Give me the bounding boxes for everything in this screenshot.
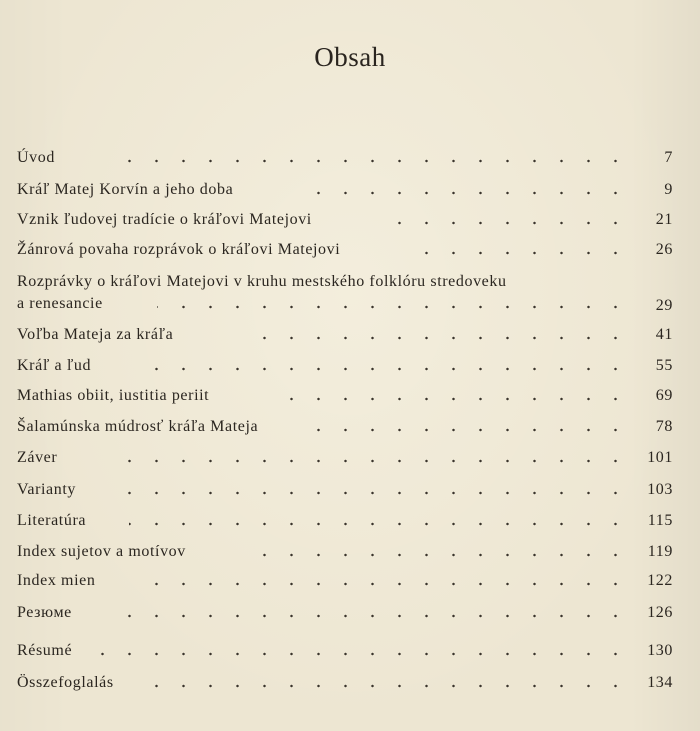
toc-entry-label: Mathias obiit, iustitia periit (17, 387, 210, 404)
toc-entry-page: 41 (655, 326, 673, 343)
toc-entry-page: 122 (647, 572, 673, 589)
leader-dots (157, 293, 629, 315)
toc-entry-label: Šalamúnska múdrosť kráľa Mateja (17, 418, 259, 435)
leader-dots (107, 602, 629, 624)
toc-entry-page: 29 (655, 297, 673, 314)
toc-entry-page: 101 (647, 449, 673, 466)
leader-dots (313, 416, 629, 438)
leader-dots (105, 447, 629, 469)
toc-entry-label: Index mien (17, 572, 96, 589)
leader-dots (115, 147, 629, 169)
toc-entry-label: Voľba Mateja za kráľa (17, 326, 174, 343)
toc-entry-page: 21 (655, 211, 673, 228)
toc-entry-page: 78 (655, 418, 673, 435)
toc-entry-page: 130 (647, 642, 673, 659)
toc-entry-label: Kráľ a ľud (17, 357, 92, 374)
leader-dots (243, 324, 629, 346)
leader-dots (145, 355, 629, 377)
toc-entry-label: Úvod (17, 149, 55, 166)
leader-dots (277, 385, 629, 407)
toc-entry-label: Žánrová povaha rozprávok o kráľovi Matejovi (17, 241, 341, 258)
toc-entry-page: 103 (647, 481, 673, 498)
leader-dots (423, 239, 629, 261)
toc-entry-label: Összefoglalás (17, 674, 114, 691)
toc-entry-label: Rozprávky o kráľovi Matejovi v kruhu mestského folklóru stredoveku (17, 273, 507, 290)
toc-entry-page: 7 (664, 149, 673, 166)
toc-entry-page: 26 (655, 241, 673, 258)
toc-entry-label: Резюме (17, 604, 72, 621)
toc-entry-page: 134 (647, 674, 673, 691)
toc-entry-label: Literatúra (17, 512, 87, 529)
leader-dots (149, 672, 629, 694)
toc-entry-label: Résumé (17, 642, 73, 659)
leader-dots (145, 570, 629, 592)
page-title: Obsah (314, 42, 386, 72)
leader-dots (239, 541, 629, 563)
toc-entry-label: Index sujetov a motívov (17, 543, 186, 560)
toc-entry-page: 9 (664, 181, 673, 198)
toc-entry-label: Záver (17, 449, 58, 466)
leader-dots (129, 510, 629, 532)
leader-dots (101, 640, 629, 662)
leader-dots (313, 179, 629, 201)
toc-entry-label: Varianty (17, 481, 77, 498)
toc-entry-label: Vznik ľudovej tradície o kráľovi Matejovi (17, 211, 312, 228)
toc-entry-label: Kráľ Matej Korvín a jeho doba (17, 181, 234, 198)
leader-dots (385, 209, 629, 231)
toc-entry-page: 69 (655, 387, 673, 404)
toc-entry-page: 115 (647, 512, 673, 529)
toc-entry-label-continued: a renesancie (17, 295, 103, 312)
toc-entry-page: 55 (655, 357, 673, 374)
toc-entry-page: 126 (647, 604, 673, 621)
leader-dots (115, 479, 629, 501)
toc-entry-page: 119 (647, 543, 673, 560)
